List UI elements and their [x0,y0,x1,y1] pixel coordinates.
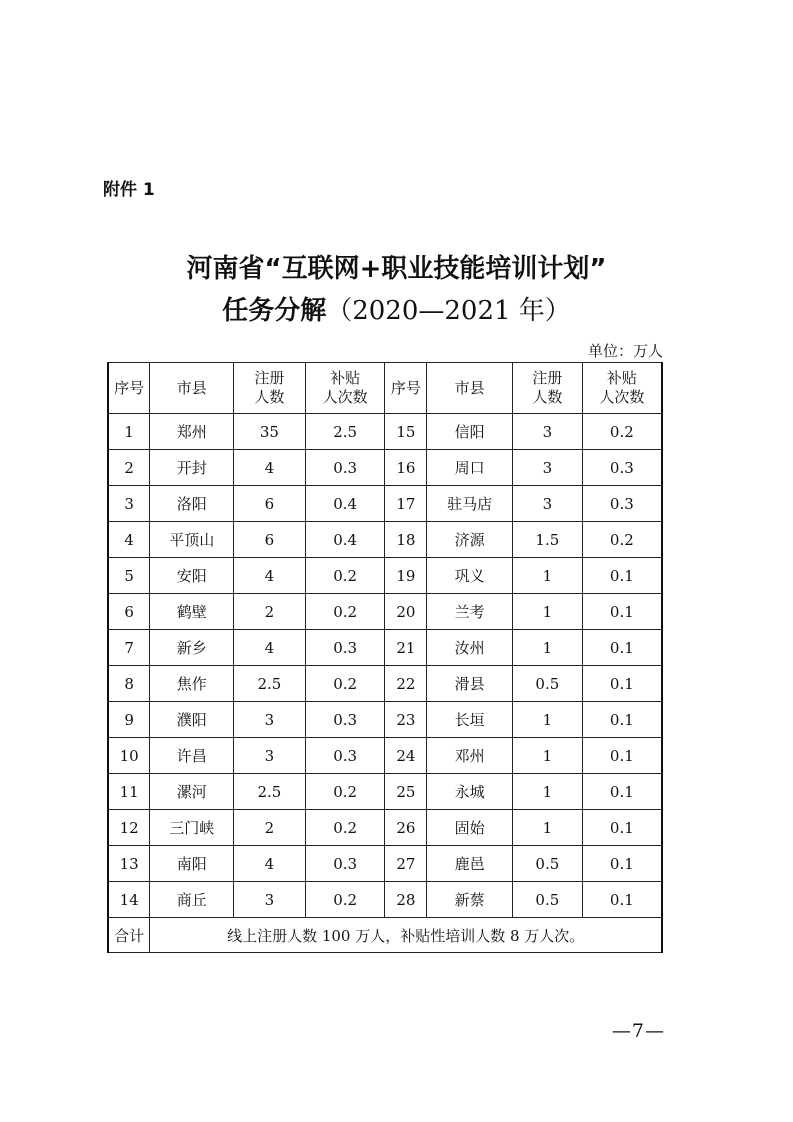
table-row [108,774,662,810]
city-name: 开封 [150,450,234,486]
subsidy-count: 0.3 [305,846,385,882]
city-name: 焦作 [150,666,234,702]
table-row [108,630,662,666]
city-name: 濮阳 [150,702,234,738]
subsidy-count: 2.5 [305,414,385,450]
registered-count: 1 [512,702,582,738]
registered-count: 2.5 [234,666,306,702]
registered-count: 1 [512,774,582,810]
subsidy-count: 0.1 [582,594,662,630]
subsidy-count: 0.1 [582,558,662,594]
table-header-row [108,363,662,414]
row-number: 28 [385,882,427,918]
document-title-line1: 河南省“互联网+职业技能培训计划” [186,254,607,284]
table-row [108,522,662,558]
row-number: 5 [108,558,150,594]
city-name: 长垣 [427,702,513,738]
registered-count: 6 [234,486,306,522]
registered-count: 4 [234,558,306,594]
row-number: 8 [108,666,150,702]
row-number: 17 [385,486,427,522]
row-number: 13 [108,846,150,882]
subsidy-count: 0.3 [582,486,662,522]
subsidy-count: 0.1 [582,810,662,846]
registered-count: 4 [234,450,306,486]
row-number: 23 [385,702,427,738]
header-registered-2: 注册 人数 [512,363,582,414]
row-number: 7 [108,630,150,666]
row-number: 6 [108,594,150,630]
row-number: 26 [385,810,427,846]
table-row [108,738,662,774]
table-row [108,666,662,702]
row-number: 19 [385,558,427,594]
row-number: 10 [108,738,150,774]
page-number: —7— [611,1020,665,1042]
city-name: 洛阳 [150,486,234,522]
registered-count: 3 [512,414,582,450]
total-row [108,918,662,953]
header-subsidy: 补贴 人次数 [305,363,385,414]
subsidy-count: 0.1 [582,666,662,702]
row-number: 9 [108,702,150,738]
subsidy-count: 0.1 [582,774,662,810]
row-number: 18 [385,522,427,558]
document-title-line2 [0,290,793,327]
row-number: 4 [108,522,150,558]
subsidy-count: 0.3 [582,450,662,486]
row-number: 14 [108,882,150,918]
subsidy-count: 0.2 [582,522,662,558]
registered-count: 1 [512,810,582,846]
row-number: 24 [385,738,427,774]
row-number: 15 [385,414,427,450]
city-name: 邓州 [427,738,513,774]
city-name: 永城 [427,774,513,810]
subsidy-count: 0.2 [305,774,385,810]
header-city: 市县 [150,363,234,414]
registered-count: 3 [512,486,582,522]
header-no: 序号 [108,363,150,414]
subsidy-count: 0.1 [582,702,662,738]
row-number: 16 [385,450,427,486]
city-name: 鹤壁 [150,594,234,630]
registered-count: 4 [234,630,306,666]
subsidy-count: 0.3 [305,702,385,738]
city-name: 信阳 [427,414,513,450]
city-name: 三门峡 [150,810,234,846]
attachment-label: 附件 1 [103,180,155,200]
registered-count: 3 [234,702,306,738]
subsidy-count: 0.3 [305,738,385,774]
city-name: 汝州 [427,630,513,666]
row-number: 21 [385,630,427,666]
city-name: 平顶山 [150,522,234,558]
registered-count: 1.5 [512,522,582,558]
task-table [107,362,663,953]
subsidy-count: 0.3 [305,630,385,666]
header-city-2: 市县 [427,363,513,414]
registered-count: 0.5 [512,882,582,918]
row-number: 2 [108,450,150,486]
city-name: 漯河 [150,774,234,810]
registered-count: 1 [512,630,582,666]
registered-count: 35 [234,414,306,450]
row-number: 25 [385,774,427,810]
registered-count: 4 [234,846,306,882]
total-label: 合计 [108,918,150,953]
registered-count: 6 [234,522,306,558]
total-text: 线上注册人数 100 万人，补贴性培训人数 8 万人次。 [150,918,662,953]
subsidy-count: 0.2 [305,558,385,594]
city-name: 郑州 [150,414,234,450]
unit-label: 单位：万人 [587,342,663,360]
registered-count: 0.5 [512,846,582,882]
row-number: 22 [385,666,427,702]
subsidy-count: 0.2 [305,594,385,630]
registered-count: 3 [234,882,306,918]
city-name: 滑县 [427,666,513,702]
table-row [108,702,662,738]
table-row [108,486,662,522]
city-name: 新蔡 [427,882,513,918]
row-number: 27 [385,846,427,882]
city-name: 驻马店 [427,486,513,522]
subsidy-count: 0.1 [582,882,662,918]
subsidy-count: 0.4 [305,522,385,558]
row-number: 3 [108,486,150,522]
city-name: 周口 [427,450,513,486]
row-number: 20 [385,594,427,630]
city-name: 新乡 [150,630,234,666]
subsidy-count: 0.2 [582,414,662,450]
registered-count: 2.5 [234,774,306,810]
subsidy-count: 0.1 [582,846,662,882]
registered-count: 1 [512,558,582,594]
subsidy-count: 0.4 [305,486,385,522]
city-name: 商丘 [150,882,234,918]
subsidy-count: 0.3 [305,450,385,486]
header-no-2: 序号 [385,363,427,414]
city-name: 许昌 [150,738,234,774]
registered-count: 3 [512,450,582,486]
city-name: 巩义 [427,558,513,594]
table-row [108,594,662,630]
header-registered: 注册 人数 [234,363,306,414]
row-number: 1 [108,414,150,450]
city-name: 兰考 [427,594,513,630]
table-row [108,846,662,882]
row-number: 11 [108,774,150,810]
row-number: 12 [108,810,150,846]
table-row [108,450,662,486]
table-row [108,882,662,918]
city-name: 固始 [427,810,513,846]
subsidy-count: 0.2 [305,882,385,918]
subsidy-count: 0.1 [582,630,662,666]
registered-count: 0.5 [512,666,582,702]
subsidy-count: 0.2 [305,810,385,846]
city-name: 鹿邑 [427,846,513,882]
city-name: 南阳 [150,846,234,882]
table-row [108,414,662,450]
registered-count: 2 [234,594,306,630]
city-name: 安阳 [150,558,234,594]
registered-count: 2 [234,810,306,846]
table-row [108,558,662,594]
title-years: （2020—2021 年） [326,296,571,326]
registered-count: 1 [512,594,582,630]
subsidy-count: 0.2 [305,666,385,702]
registered-count: 3 [234,738,306,774]
table-row [108,810,662,846]
city-name: 济源 [427,522,513,558]
header-subsidy-2: 补贴 人次数 [582,363,662,414]
registered-count: 1 [512,738,582,774]
subsidy-count: 0.1 [582,738,662,774]
title-subtitle: 任务分解 [222,296,327,326]
